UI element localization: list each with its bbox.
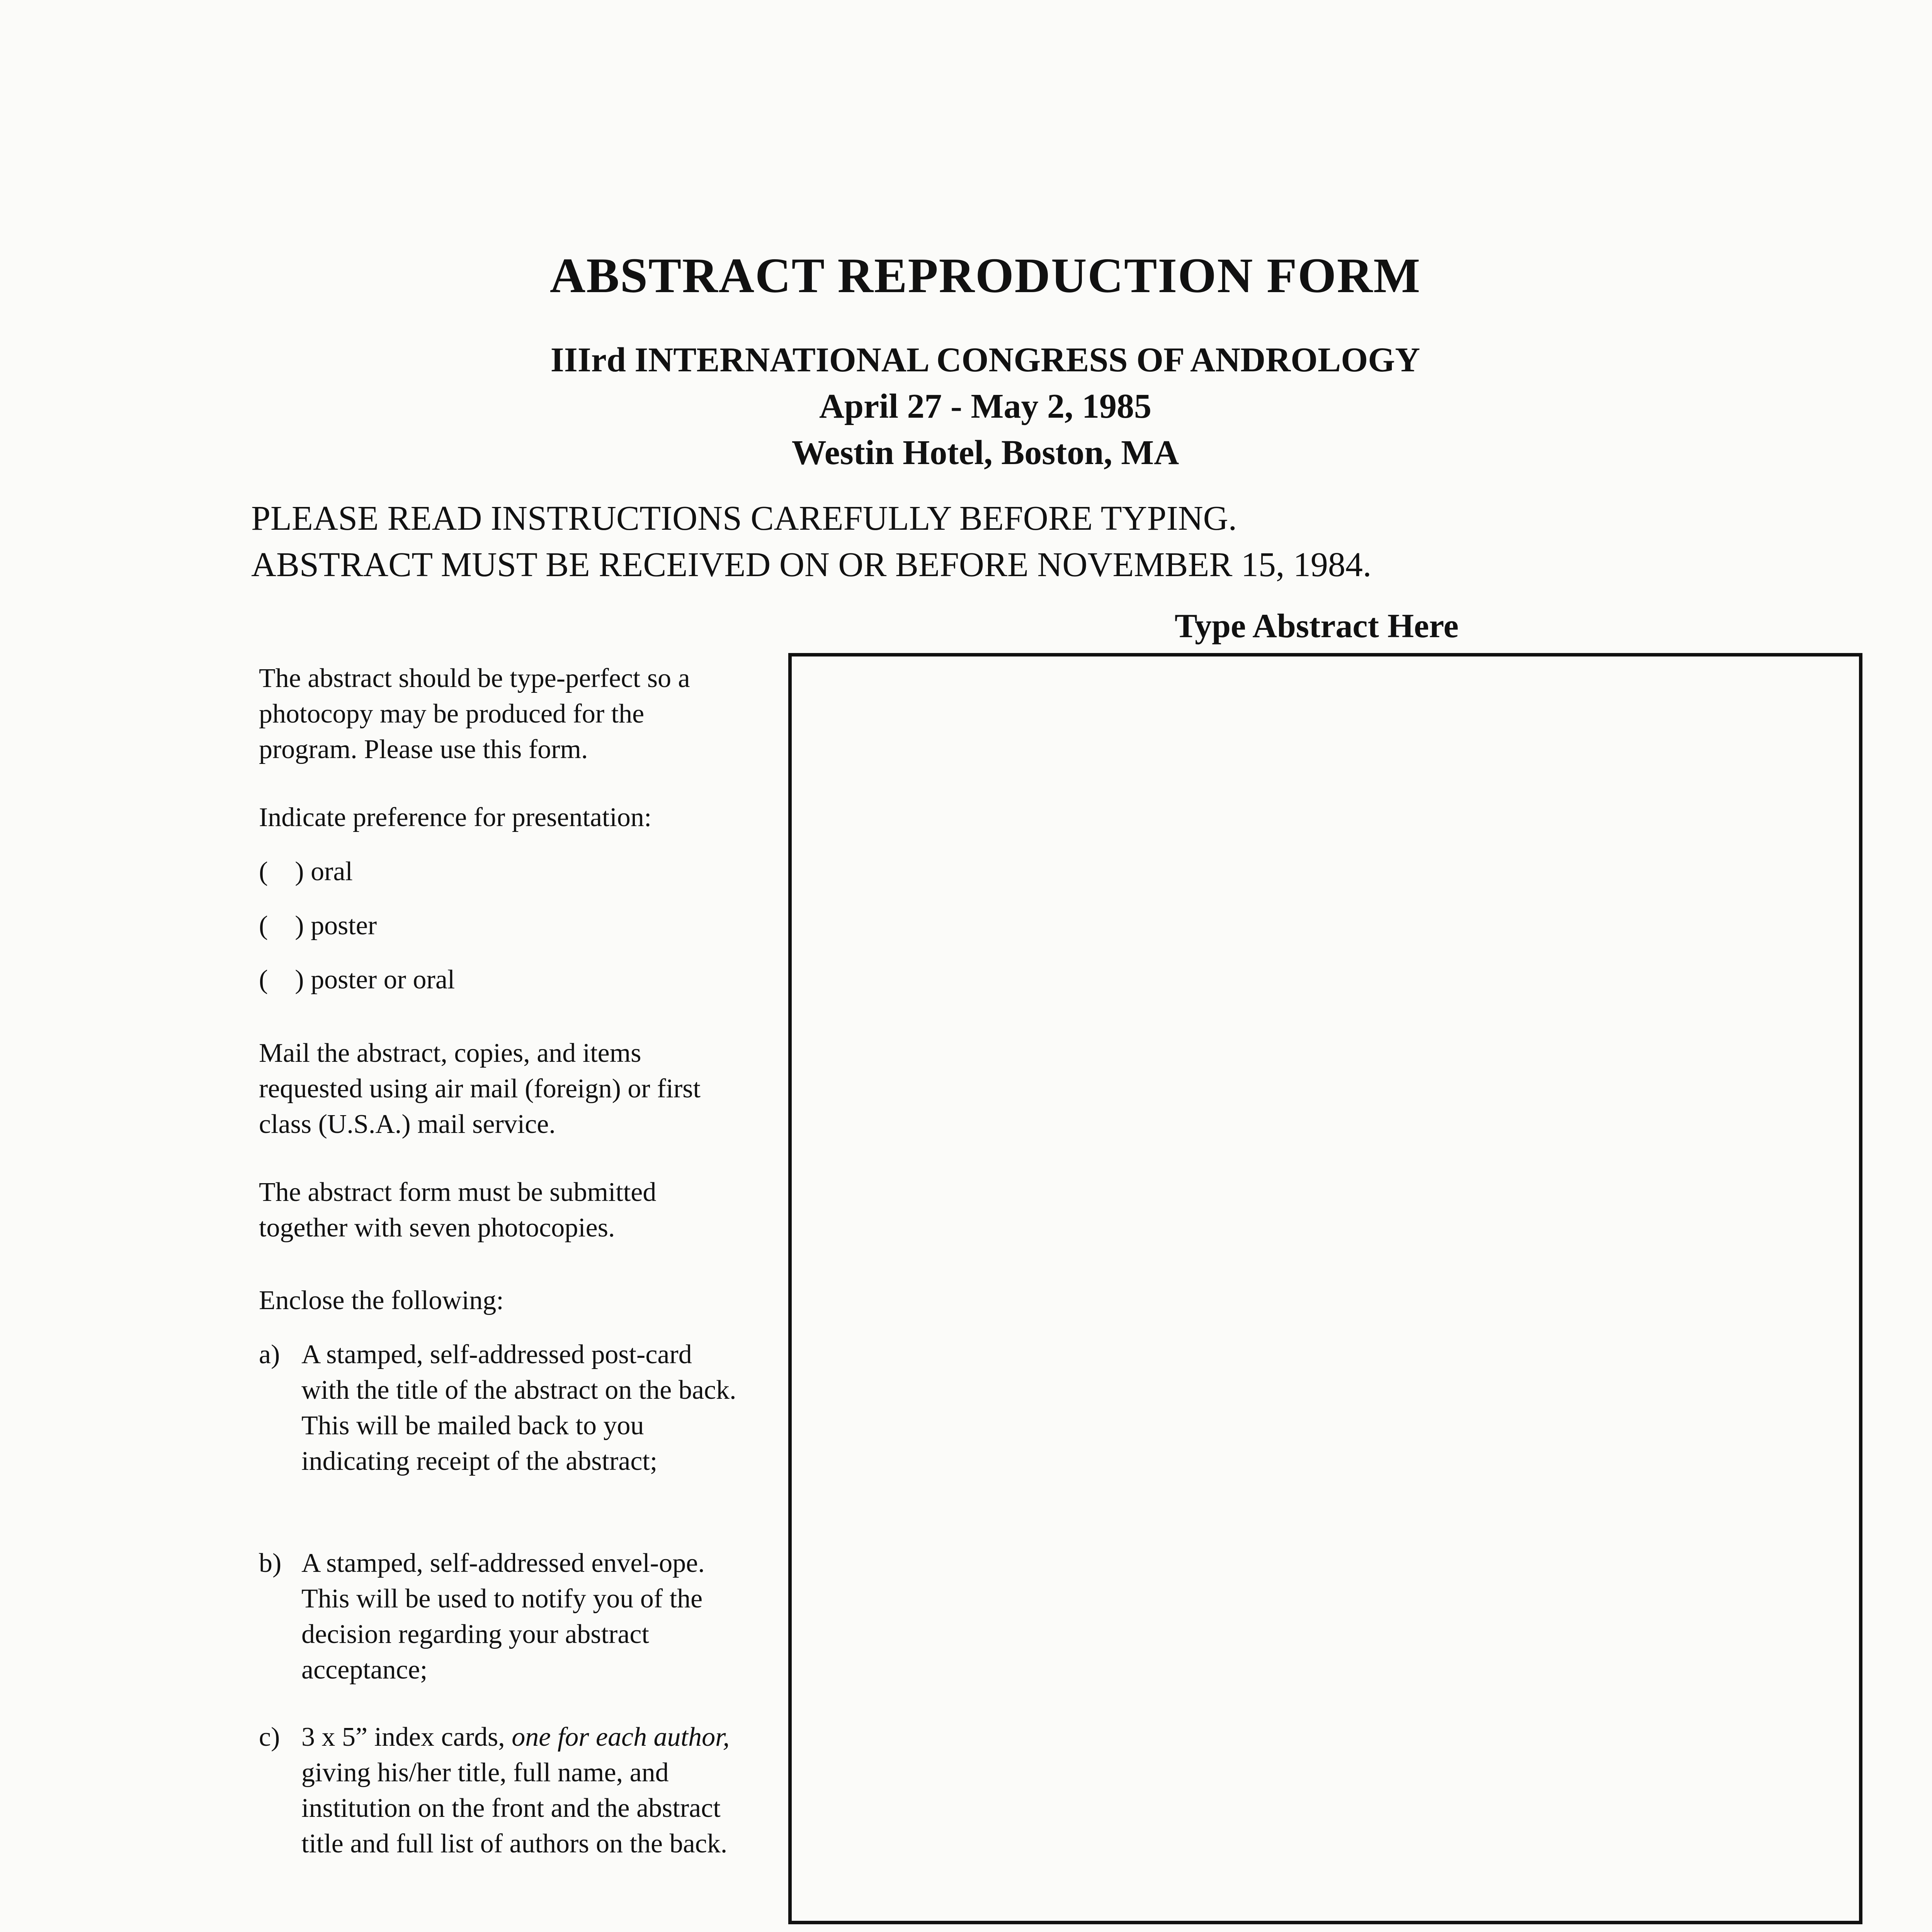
option-oral-label: oral [311, 857, 353, 886]
option-poster-label: poster [311, 911, 377, 940]
instruction-enclose-text: Enclose the following: [259, 1286, 504, 1315]
instruction-mail [259, 1036, 746, 1142]
instruction-copies [259, 1175, 746, 1246]
option-oral[interactable] [259, 854, 746, 889]
enclose-item-a [259, 1337, 746, 1479]
preference-prompt: Indicate preference for presentation: [259, 803, 652, 832]
instruction-mail-text: Mail the abstract, copies, and items requested using air mail (foreign) or first class (U.S.A.) mail service. [259, 1038, 701, 1139]
item-a-label: a) [259, 1340, 280, 1369]
item-b-label: b) [259, 1548, 282, 1578]
instruction-enclose [259, 1283, 746, 1318]
instruction-copies-text: The abstract form must be submitted together with seven photocopies. [259, 1177, 656, 1243]
option-poster-or-oral[interactable] [259, 962, 746, 998]
item-c-text-2: giving his/her title, full name, and institution on the front and the abstract title and full list of authors on the back. [301, 1758, 728, 1859]
item-b-text: A stamped, self-addressed envel-ope. This will be used to notify you of the decision regarding your abstract acceptance; [301, 1548, 705, 1685]
option-poster-or-oral-label: poster or oral [311, 965, 455, 995]
warning-read-instructions: PLEASE READ INSTRUCTIONS CAREFULLY BEFORE TYPING. [251, 499, 1237, 537]
form-title: ABSTRACT REPRODUCTION FORM [549, 248, 1421, 303]
instruction-type-perfect: The abstract should be type-perfect so a photocopy may be produced for the program. Please use this form. [259, 663, 690, 764]
enclose-item-b [259, 1546, 746, 1688]
congress-venue: Westin Hotel, Boston, MA [791, 434, 1179, 472]
congress-dates: April 27 - May 2, 1985 [819, 387, 1151, 425]
option-oral-checkbox[interactable]: ( ) [259, 857, 304, 886]
warning-deadline: ABSTRACT MUST BE RECEIVED ON OR BEFORE NOVEMBER 15, 1984. [251, 546, 1372, 584]
item-c-text-1: 3 x 5” index cards, [301, 1722, 505, 1752]
item-a-text: A stamped, self-addressed post-card with the title of the abstract on the back. This will be mailed back to you indicating receipt of the abstract; [301, 1340, 736, 1476]
instructions-column [259, 661, 746, 767]
presentation-preference [259, 800, 746, 835]
congress-name: IIIrd INTERNATIONAL CONGRESS OF ANDROLOGY [550, 341, 1420, 379]
item-c-label: c) [259, 1722, 280, 1752]
option-poster[interactable] [259, 908, 746, 944]
enclose-item-c [259, 1719, 746, 1862]
item-c-text-italic: one for each author, [512, 1722, 730, 1752]
abstract-box-label: Type Abstract Here [1175, 607, 1459, 645]
abstract-box[interactable] [788, 653, 1862, 1924]
option-poster-or-oral-checkbox[interactable]: ( ) [259, 965, 304, 995]
option-poster-checkbox[interactable]: ( ) [259, 911, 304, 940]
